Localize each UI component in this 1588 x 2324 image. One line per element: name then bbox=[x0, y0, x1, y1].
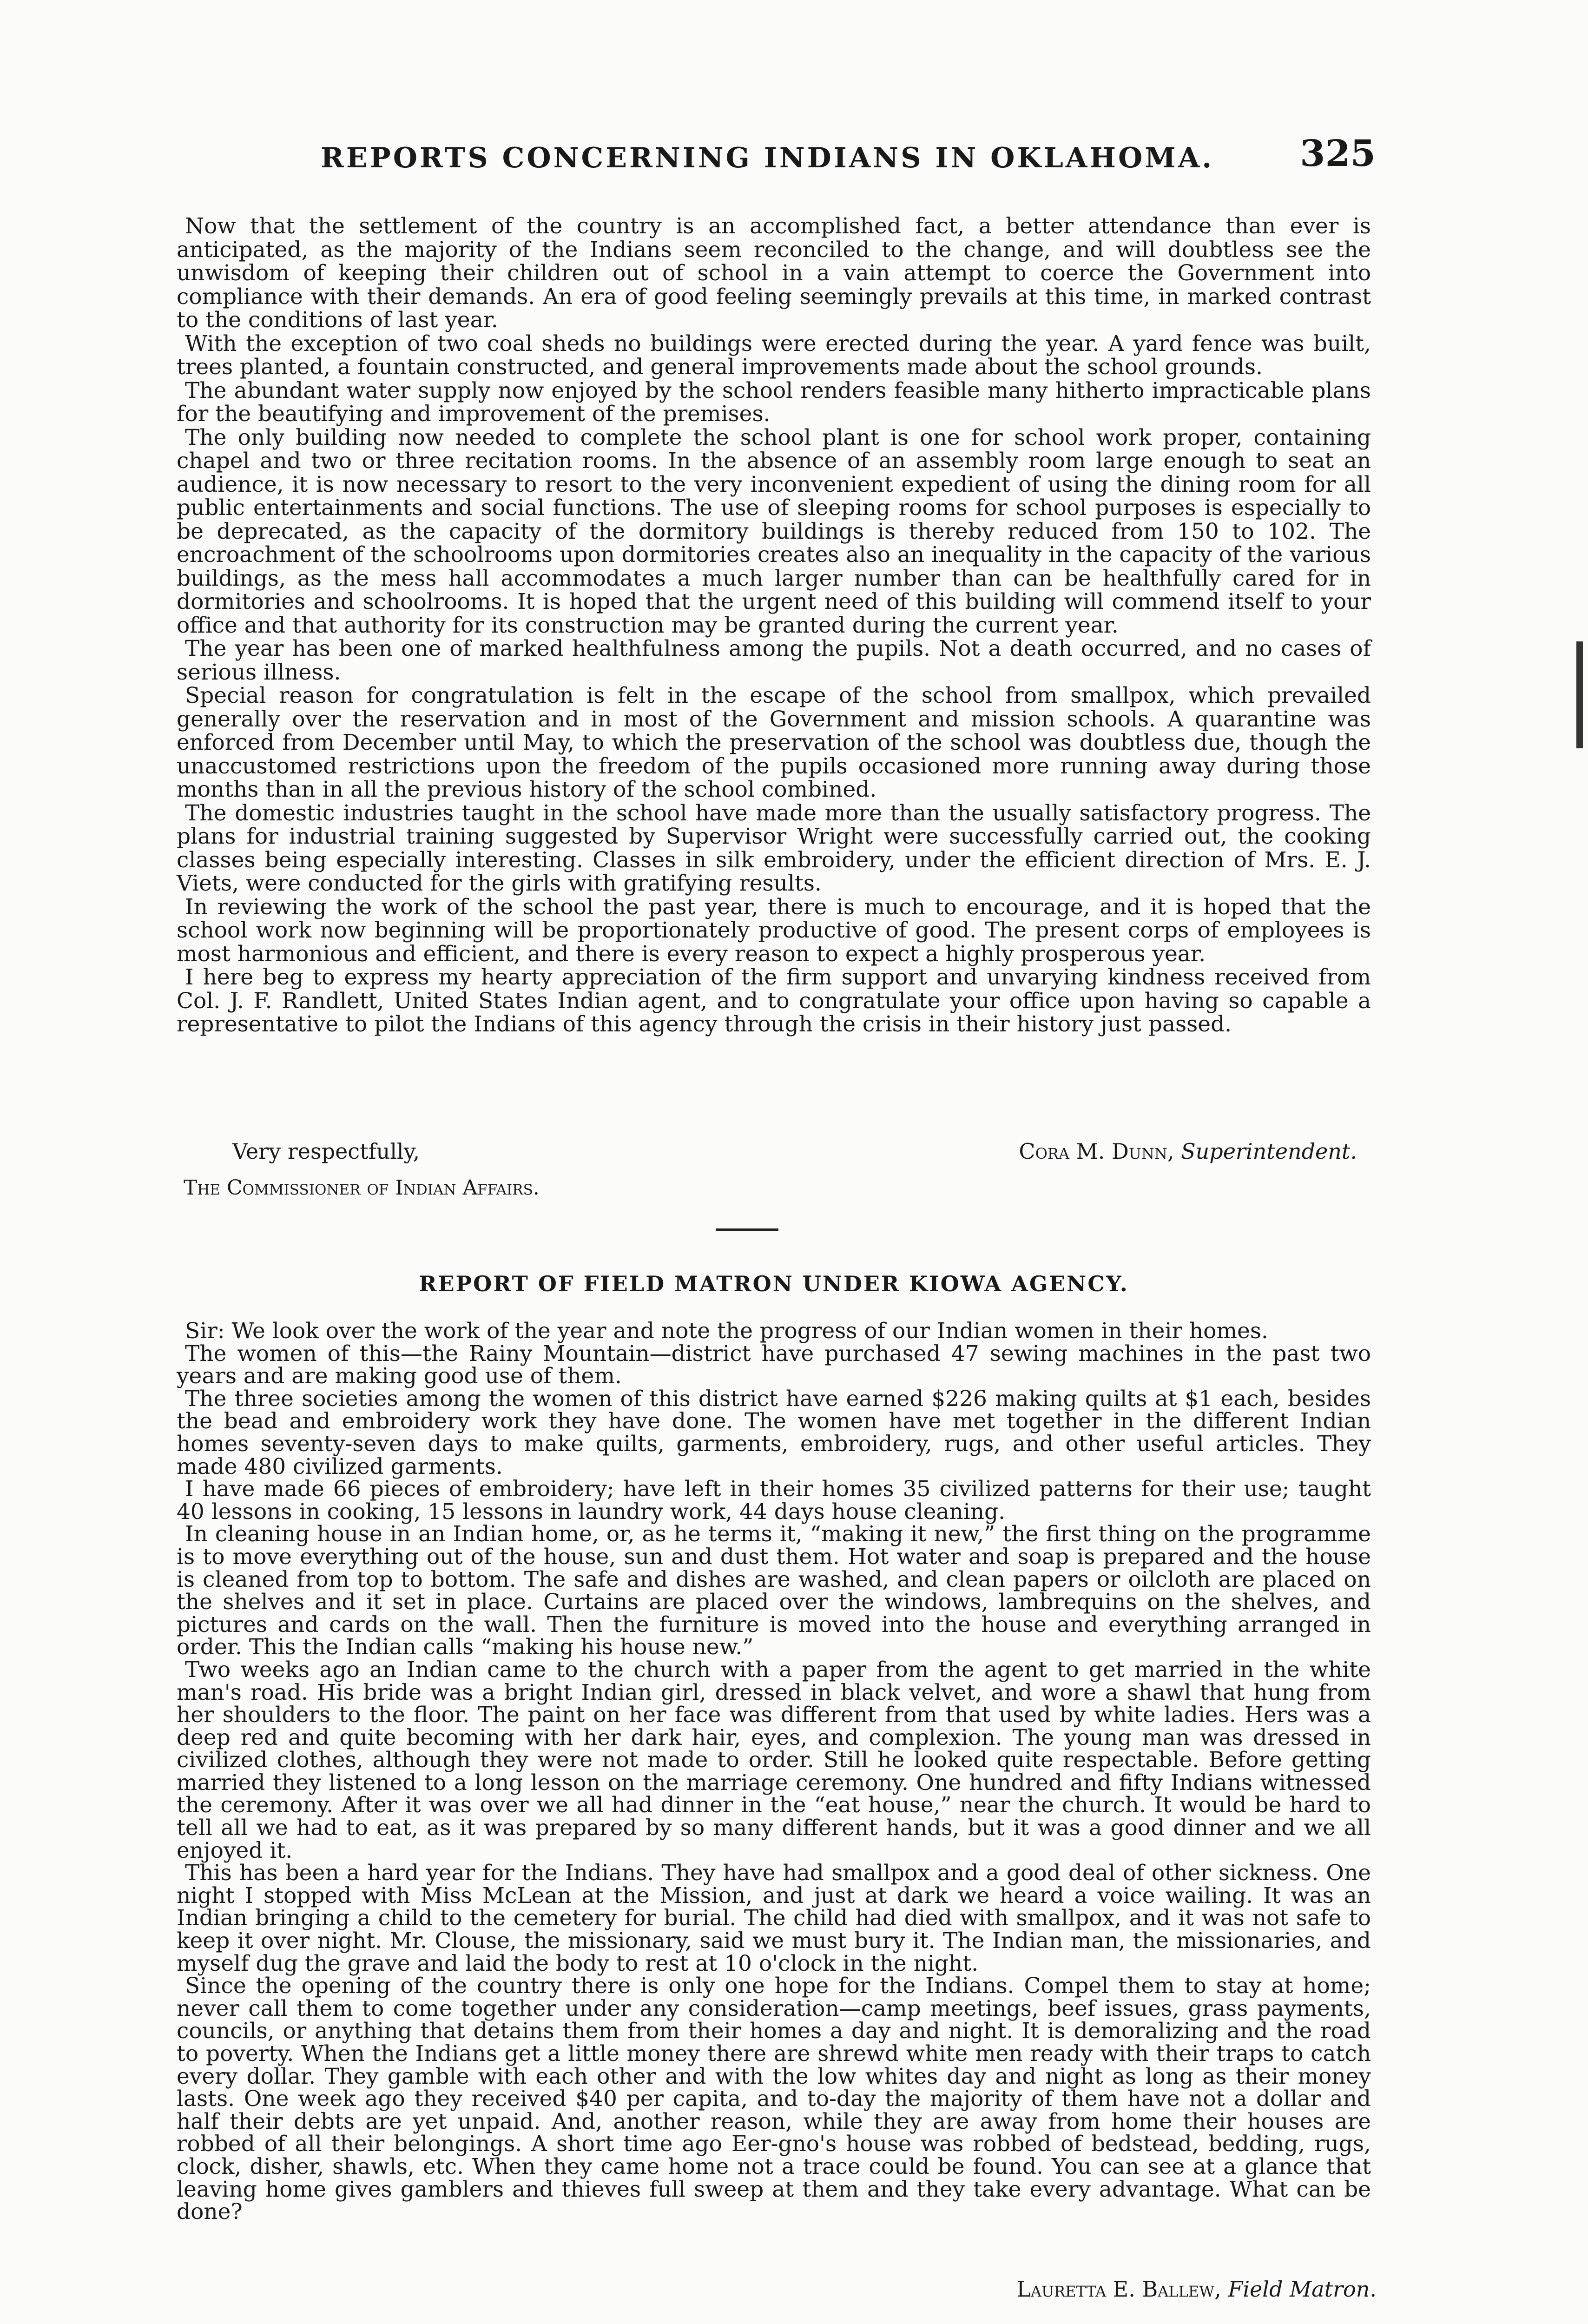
paragraph: I here beg to express my hearty appreciation of the firm support and unvarying kindness received from Col. J. F. Randlett, United States Indian agent, and to congratulate your office upon having so capable a representative to pilot the Indians of this agency through the crisis in their history just passed. bbox=[177, 964, 1371, 1037]
paragraph: Now that the settlement of the country is an accomplished fact, a better attendance than ever is anticipated, as the majority of the Indians seem reconciled to the change, and will doubtless see the unwisdom of keeping their children out of school in a vain attempt to coerce the Government into compliance with their demands. An era of good feeling seemingly prevails at this time, in marked contrast to the conditions of last year. bbox=[177, 213, 1371, 333]
paragraph: This has been a hard year for the Indians. They have had smallpox and a good deal of other sickness. One night I stopped with Miss McLean at the Mission, and just at dark we heard a voice wailing. It was an Indian bringing a child to the cemetery for burial. The child had died with smallpox, and it was not safe to keep it over night. Mr. Clouse, the missionary, said we must bury it. The Indian man, the missionaries, and myself dug the grave and laid the body to rest at 10 o'clock in the night. bbox=[177, 1860, 1371, 1976]
paragraph: With the exception of two coal sheds no buildings were erected during the year. A yard fence was built, trees planted, a fountain constructed, and general improvements made about the school grounds. bbox=[177, 330, 1371, 380]
field-matron-signature bbox=[1016, 2277, 1377, 2302]
paragraph: The women of this—the Rainy Mountain—district have purchased 47 sewing machines in the past two years and are making good use of them. bbox=[177, 1340, 1371, 1389]
paragraph: Sir: We look over the work of the year and note the progress of our Indian women in their homes. bbox=[185, 1318, 1268, 1344]
paragraph: In cleaning house in an Indian home, or, as he terms it, “making it new,” the first thing on the programme is to move everything out of the house, sun and dust them. Hot water and soap is prepared and the house is cleaned from top to bottom. The safe and dishes are washed, and clean papers or oilcloth are placed on the shelves and it set in place. Curtains are placed over the windows, lambrequins on the shelves, and pictures and cards on the wall. Then the furniture is moved into the house and everything arranged in order. This the Indian calls “making his house new.” bbox=[177, 1521, 1371, 1660]
paragraph: The three societies among the women of this district have earned $226 making quilts at $1 each, besides the bead and embroidery work they have done. The women have met together in the different Indian homes seventy-seven days to make quilts, garments, embroidery, rugs, and other useful articles. They made 480 civilized garments. bbox=[177, 1386, 1371, 1479]
paragraph: In reviewing the work of the school the past year, there is much to encourage, and it is hoped that the school work now beginning will be proportionately productive of good. The present corps of employees is most harmonious and efficient, and there is every reason to expect a highly prosperous year. bbox=[177, 894, 1371, 967]
closing-salutation: Very respectfully, bbox=[232, 1139, 420, 1164]
section-title: REPORT OF FIELD MATRON UNDER KIOWA AGENCY. bbox=[419, 1271, 1129, 1296]
signer-title: Field Matron. bbox=[1228, 2277, 1377, 2302]
section-divider bbox=[716, 1228, 778, 1231]
superintendent-signoff bbox=[177, 1139, 1371, 1167]
superintendent-report-body bbox=[177, 215, 1371, 1037]
addressee: The Commissioner of Indian Affairs. bbox=[184, 1176, 540, 1200]
page-header bbox=[321, 132, 1376, 188]
paragraph: Since the opening of the country there is only one hope for the Indians. Compel them to stay at home; never call them to come together under any consideration—camp meetings, beef issues, grass payments, councils, or anything that detains them from their homes a day and night. It is demoralizing and the road to poverty. When the Indians get a little money there are shrewd white men ready with their traps to catch every dollar. They gamble with each other and with the low whites day and night as long as their money lasts. One week ago they received $40 per capita, and to-day the majority of them have not a dollar and half their debts are yet unpaid. And, another reason, while they are away from home their houses are robbed of all their belongings. A short time ago Eer-gno's house was robbed of bedstead, bedding, rugs, clock, disher, shawls, etc. When they came home not a trace could be found. You can see at a glance that leaving home gives gamblers and thieves full sweep at them and they take every advantage. What can be done? bbox=[177, 1973, 1371, 2225]
signer-name: Lauretta E. Ballew, bbox=[1016, 2277, 1221, 2302]
paragraph: Two weeks ago an Indian came to the church with a paper from the agent to get married in the white man's road. His bride was a bright Indian girl, dressed in black velvet, and wore a shawl that hung from her shoulders to the floor. The paint on her face was different from that used by white ladies. Hers was a deep red and quite becoming with her dark hair, eyes, and complexion. The young man was dressed in civilized clothes, although they were not made to order. Still he looked quite respectable. Before getting married they listened to a long lesson on the marriage ceremony. One hundred and fifty Indians witnessed the ceremony. After it was over we all had dinner in the “eat house,” near the church. It would be hard to tell all we had to eat, as it was prepared by so many different hands, but it was a good dinner and we all enjoyed it. bbox=[177, 1657, 1371, 1863]
paragraph: The only building now needed to complete the school plant is one for school work proper, containing chapel and two or three recitation rooms. In the absence of an assembly room large enough to seat an audience, it is now necessary to resort to the very inconvenient expedient of using the dining room for all public entertainments and social functions. The use of sleeping rooms for school purposes is especially to be deprecated, as the capacity of the dormitory buildings is thereby reduced from 150 to 102. The encroachment of the schoolrooms upon dormitories creates also an inequality in the capacity of the various buildings, as the mess hall accommodates a much larger number than can be healthfully cared for in dormitories and schoolrooms. It is hoped that the urgent need of this building will commend itself to your office and that authority for its construction may be granted during the current year. bbox=[177, 424, 1371, 638]
running-head: REPORTS CONCERNING INDIANS IN OKLAHOMA. bbox=[321, 142, 1214, 174]
paragraph: The year has been one of marked healthfulness among the pupils. Not a death occurred, and no cases of serious illness. bbox=[177, 636, 1371, 685]
superintendent-signature bbox=[1019, 1139, 1357, 1164]
signer-title: Superintendent. bbox=[1181, 1139, 1357, 1164]
paragraph: Special reason for congratulation is felt in the escape of the school from smallpox, which prevailed generally over the reservation and in most of the Government and mission schools. A quarantine was enforced from December until May, to which the preservation of the school was doubtless due, though the unaccustomed restrictions upon the freedom of the pupils occasioned more running away during those months than in all the previous history of the school combined. bbox=[177, 683, 1371, 802]
paragraph: The domestic industries taught in the school have made more than the usually satisfactory progress. The plans for industrial training suggested by Supervisor Wright were successfully carried out, the cooking classes being especially interesting. Classes in silk embroidery, under the efficient direction of Mrs. E. J. Viets, were conducted for the girls with gratifying results. bbox=[177, 800, 1371, 896]
paragraph: The abundant water supply now enjoyed by the school renders feasible many hitherto impracticable plans for the beautifying and improvement of the premises. bbox=[177, 377, 1371, 427]
scan-edge-mark bbox=[1576, 641, 1583, 748]
paragraph: I have made 66 pieces of embroidery; have left in their homes 35 civilized patterns for their use; taught 40 lessons in cooking, 15 lessons in laundry work, 44 days house cleaning. bbox=[177, 1476, 1371, 1525]
signer-name: Cora M. Dunn, bbox=[1019, 1139, 1174, 1164]
page-number: 325 bbox=[1300, 132, 1376, 175]
field-matron-report-body bbox=[177, 1320, 1371, 2224]
